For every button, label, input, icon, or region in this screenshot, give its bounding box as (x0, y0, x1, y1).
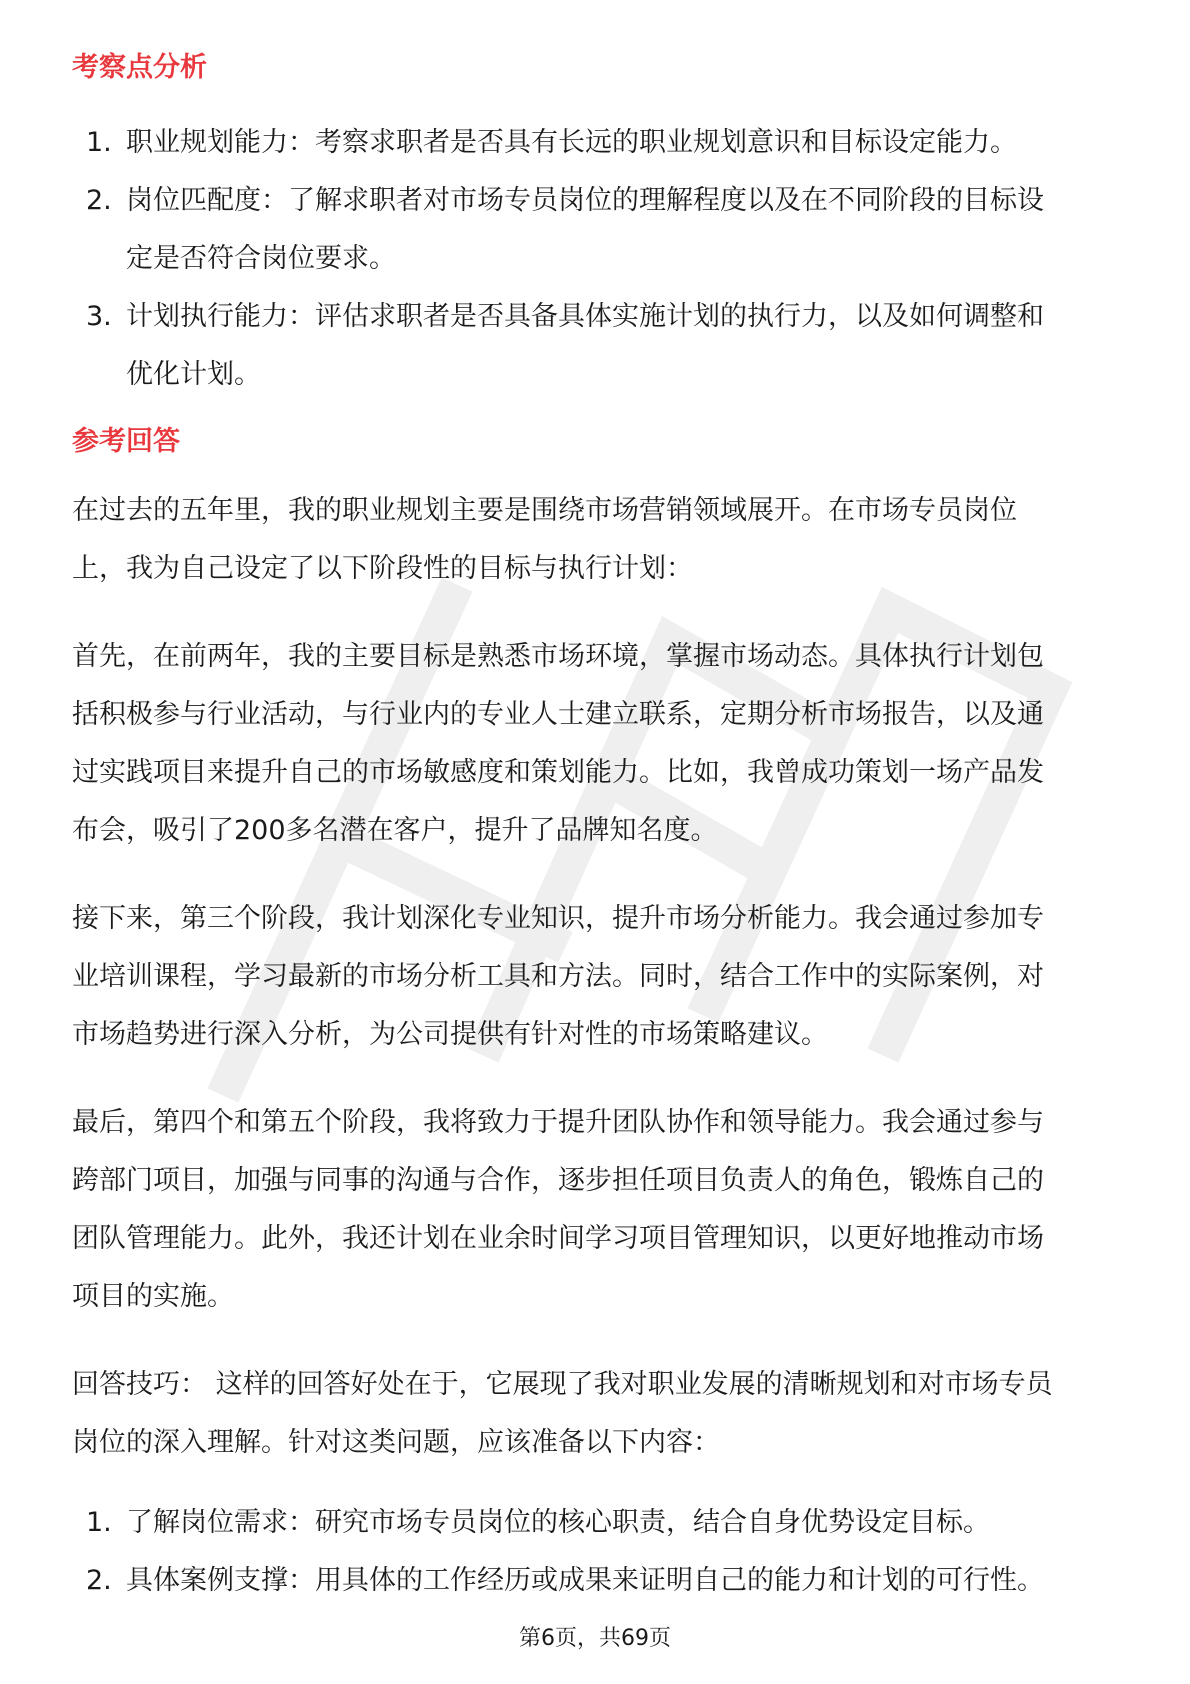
list-item-text: 职业规划能力：考察求职者是否具有长远的职业规划意识和目标设定能力。 (126, 127, 1017, 158)
paragraph-line: 括积极参与行业活动，与行业内的专业人士建立联系，定期分析市场报告，以及通 (72, 699, 1044, 730)
paragraph-stage-three (72, 1094, 1122, 1326)
paragraph-tips (72, 1356, 1122, 1472)
section-heading-analysis: 考察点分析 (72, 52, 207, 83)
list-item-text: 具体案例支撑：用具体的工作经历或成果来证明自己的能力和计划的可行性。 (126, 1565, 1044, 1596)
paragraph-line: 业培训课程，学习最新的市场分析工具和方法。同时，结合工作中的实际案例，对 (72, 961, 1044, 992)
list-item-text-line: 定是否符合岗位要求。 (126, 243, 396, 274)
paragraph-line: 岗位的深入理解。针对这类问题，应该准备以下内容： (72, 1427, 720, 1458)
paragraph-line: 跨部门项目，加强与同事的沟通与合作，逐步担任项目负责人的角色，锻炼自己的 (72, 1165, 1044, 1196)
paragraph-stage-two (72, 890, 1122, 1064)
list-item (72, 172, 1122, 288)
page-footer: 第6页，共69页 (519, 1626, 671, 1651)
list-item-text: 了解岗位需求：研究市场专员岗位的核心职责，结合自身优势设定目标。 (126, 1507, 990, 1538)
list-item-text-line: 岗位匹配度：了解求职者对市场专员岗位的理解程度以及在不同阶段的目标设 (126, 185, 1044, 216)
paragraph-line: 首先，在前两年，我的主要目标是熟悉市场环境，掌握市场动态。具体执行计划包 (72, 641, 1044, 672)
paragraph-line: 回答技巧： 这样的回答好处在于，它展现了我对职业发展的清晰规划和对市场专员 (72, 1369, 1053, 1400)
list-number: 1. (86, 1507, 112, 1538)
list-number: 1. (86, 127, 112, 158)
paragraph-line: 项目的实施。 (72, 1281, 234, 1312)
paragraph-line: 接下来，第三个阶段，我计划深化专业知识，提升市场分析能力。我会通过参加专 (72, 903, 1044, 934)
tips-list (72, 1494, 1122, 1610)
list-item-text-line: 计划执行能力：评估求职者是否具备具体实施计划的执行力，以及如何调整和 (126, 301, 1044, 332)
page-content (72, 48, 1122, 1610)
list-item (72, 1552, 1122, 1610)
list-item (72, 1494, 1122, 1552)
section-heading-answer: 参考回答 (72, 426, 180, 457)
paragraph-stage-one (72, 628, 1122, 860)
paragraph-line: 过实践项目来提升自己的市场敏感度和策划能力。比如，我曾成功策划一场产品发 (72, 757, 1044, 788)
paragraph-line: 在过去的五年里，我的职业规划主要是围绕市场营销领域展开。在市场专员岗位 (72, 495, 1017, 526)
analysis-list (72, 114, 1122, 404)
list-number: 2. (86, 1565, 112, 1596)
list-item-text-line: 优化计划。 (126, 359, 261, 390)
paragraph-line: 最后，第四个和第五个阶段，我将致力于提升团队协作和领导能力。我会通过参与 (72, 1107, 1044, 1138)
paragraph-line: 团队管理能力。此外，我还计划在业余时间学习项目管理知识，以更好地推动市场 (72, 1223, 1044, 1254)
paragraph-line: 市场趋势进行深入分析，为公司提供有针对性的市场策略建议。 (72, 1019, 828, 1050)
paragraph-line: 布会，吸引了200多名潜在客户，提升了品牌知名度。 (72, 815, 718, 846)
list-item (72, 114, 1122, 172)
paragraph-intro (72, 482, 1122, 598)
paragraph-line: 上，我为自己设定了以下阶段性的目标与执行计划： (72, 553, 693, 584)
list-number: 3. (86, 301, 112, 332)
list-number: 2. (86, 185, 112, 216)
list-item (72, 288, 1122, 404)
